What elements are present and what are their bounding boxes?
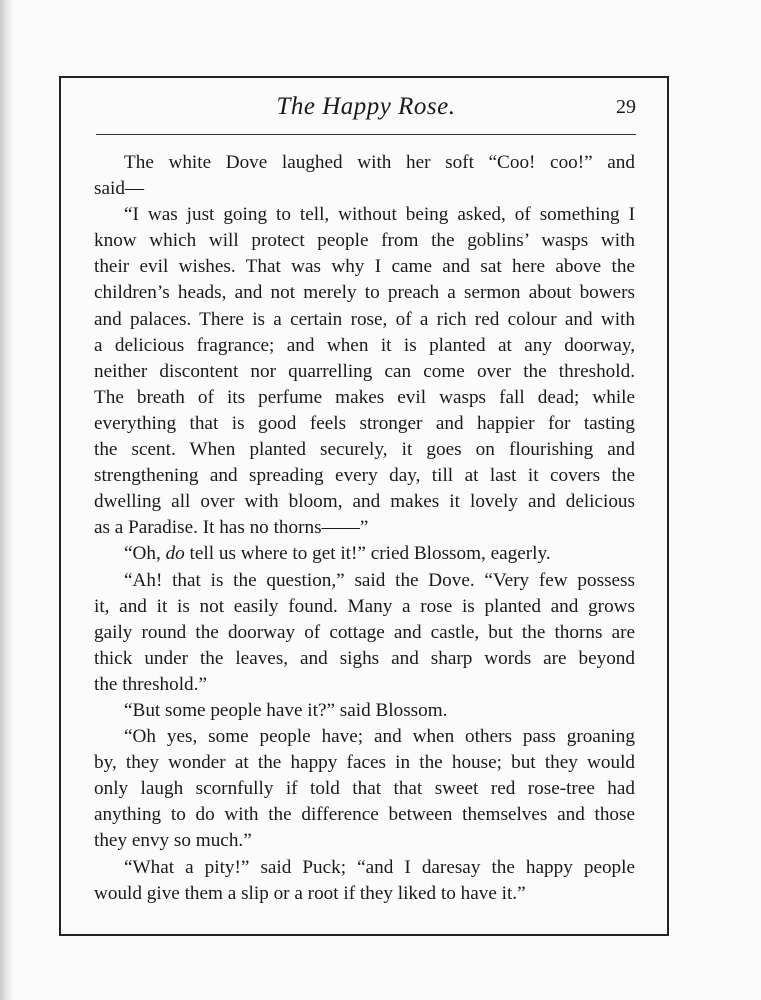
- text-line: neither discontent nor quarrelling can come over the threshold.: [94, 360, 635, 382]
- text-line: The white Dove laughed with her soft “Coo! coo!” and: [124, 152, 635, 173]
- text-line: they envy so much.”: [94, 830, 252, 852]
- text-line: thick under the leaves, and sighs and sharp words are beyond: [94, 647, 635, 669]
- text-line: only laugh scornfully if told that that sweet red rose-tree had: [94, 778, 635, 800]
- text-line: everything that is good feels stronger and happier for tasting: [94, 412, 635, 434]
- running-title: The Happy Rose.: [276, 93, 456, 120]
- page-number: 29: [616, 96, 636, 118]
- header-rule: [96, 134, 636, 135]
- text-line: know which will protect people from the goblins’ wasps with: [94, 230, 635, 252]
- text-line: and palaces. There is a certain rose, of a rich red colour and with: [94, 308, 635, 330]
- text-line: the threshold.”: [94, 673, 207, 695]
- body-text: [94, 150, 635, 907]
- text-line: the scent. When planted securely, it goes on flourishing and: [94, 439, 635, 461]
- text-line: their evil wishes. That was why I came and sat here above the: [94, 256, 635, 278]
- text-line: “But some people have it?” said Blossom.: [124, 699, 448, 721]
- text-line: anything to do with the difference between themselves and those: [94, 804, 635, 826]
- text-line: The breath of its perfume makes evil wasps fall dead; while: [94, 386, 635, 408]
- text-line: [94, 541, 635, 567]
- text-line: dwelling all over with bloom, and makes it lovely and delicious: [94, 491, 635, 513]
- text-run: tell us where to get it!” cried Blossom, eagerly.: [184, 543, 551, 565]
- text-line: children’s heads, and not merely to preach a sermon about bowers: [94, 282, 635, 304]
- text-line: as a Paradise. It has no thorns——”: [94, 517, 369, 539]
- text-line: would give them a slip or a root if they liked to have it.”: [94, 882, 526, 904]
- text-line: “What a pity!” said Puck; “and I daresay the happy people: [124, 856, 635, 878]
- text-line: said—: [94, 178, 145, 200]
- page-edge-shadow: [0, 0, 14, 1000]
- text-line: a delicious fragrance; and when it is planted at any doorway,: [94, 334, 635, 356]
- text-line: by, they wonder at the happy faces in the house; but they would: [94, 752, 635, 774]
- text-line: gaily round the doorway of cottage and castle, but the thorns are: [94, 621, 635, 643]
- text-line: strengthening and spreading every day, till at last it covers the: [94, 465, 635, 487]
- text-line: “I was just going to tell, without being asked, of something I: [124, 204, 635, 226]
- emphasis-run: do: [165, 543, 185, 565]
- text-line: “Ah! that is the question,” said the Dove. “Very few possess: [124, 569, 635, 591]
- text-run: “Oh,: [124, 543, 166, 565]
- running-header: [96, 90, 636, 124]
- text-line: “Oh yes, some people have; and when others pass groaning: [124, 726, 635, 748]
- text-line: it, and it is not easily found. Many a rose is planted and grows: [94, 595, 635, 617]
